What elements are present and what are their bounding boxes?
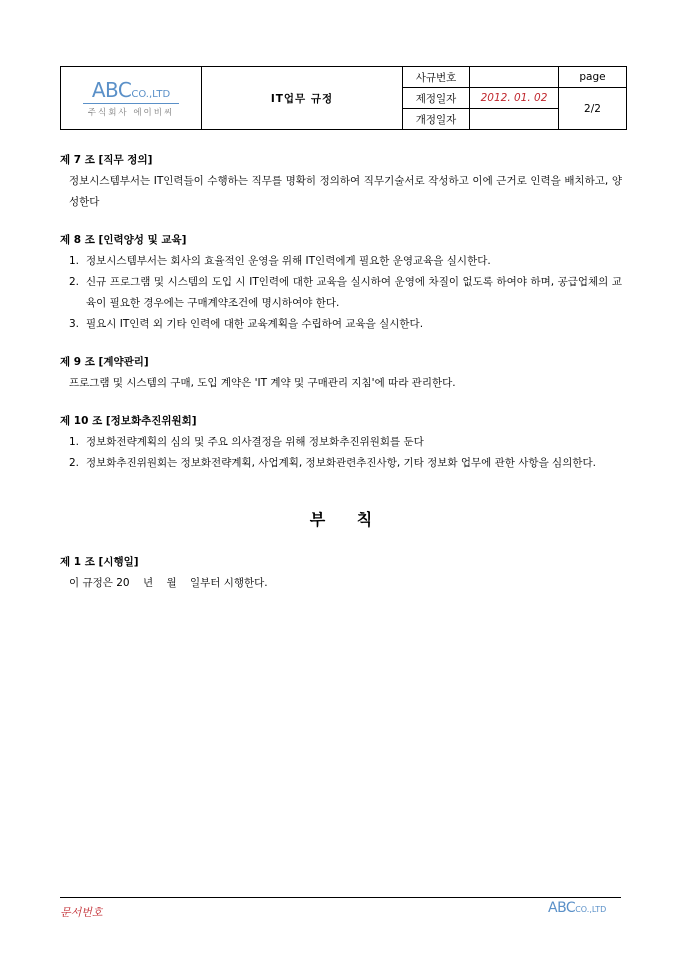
article-8 [60, 230, 622, 335]
list-item-number: 3. [69, 318, 80, 330]
company-logo-cell [61, 67, 202, 130]
supplementary-article-1 [60, 552, 622, 594]
list-item-text: 정보화추진위원회는 정보화전략계획, 사업계획, 정보화관련추진사항, 기타 정보화 업무에 관한 사항을 심의한다. [86, 457, 596, 469]
article-title: 제 9 조 [계약관리] [60, 356, 149, 368]
page-number: 2/2 [559, 88, 627, 130]
list-item [60, 272, 622, 314]
revised-date-label: 개정일자 [403, 109, 470, 130]
article-text: 정보시스템부서는 IT인력들이 수행하는 직무를 명확히 정의하여 직무기술서로 작성하고 이에 근거로 인력을 배치하고, 양성한다 [69, 175, 622, 208]
list-item-number: 2. [69, 457, 80, 469]
rule-number-label: 사규번호 [403, 67, 470, 88]
article-text: 프로그램 및 시스템의 구매, 도입 계약은 'IT 계약 및 구매관리 지침'에 따라 관리한다. [69, 377, 456, 389]
list-item-number: 1. [69, 436, 80, 448]
article-title: 제 7 조 [직무 정의] [60, 154, 153, 166]
footer-logo-main: ABC [548, 900, 576, 916]
logo-main-text: ABC [91, 78, 132, 102]
footer-logo-suffix: CO.,LTD [575, 905, 607, 914]
created-date-value: 2012. 01. 02 [470, 88, 559, 109]
article-7 [60, 150, 622, 213]
list-item [60, 251, 622, 272]
article-title: 제 10 조 [정보화추진위원회] [60, 415, 197, 427]
footer-company-logo [548, 900, 606, 916]
article-10 [60, 411, 622, 474]
document-number-label: 문서번호 [60, 906, 103, 919]
company-logo [61, 78, 201, 118]
page-label: page [559, 67, 627, 88]
list-item [60, 314, 622, 335]
company-name-sub: 주식회사 에이비씨 [87, 108, 175, 118]
list-item-text: 정보시스템부서는 회사의 효율적인 운영을 위해 IT인력에게 필요한 운영교육을 실시한다. [86, 255, 491, 267]
document-body [60, 150, 622, 611]
article-9 [60, 352, 622, 394]
supplementary-provisions-title: 부 칙 [309, 510, 373, 529]
list-item-number: 2. [69, 276, 80, 288]
list-item-text: 필요시 IT인력 외 기타 인력에 대한 교육계획을 수립하여 교육을 실시한다. [86, 318, 424, 330]
article-title: 제 1 조 [시행일] [60, 556, 139, 568]
article-title: 제 8 조 [인력양성 및 교육] [60, 234, 187, 246]
rule-number-value [470, 67, 559, 88]
document-title: IT업무 규정 [202, 67, 403, 130]
article-text: 이 규정은 20 년 월 일부터 시행한다. [69, 577, 268, 589]
document-header-table [60, 66, 627, 130]
logo-suffix-text: CO.,LTD [131, 89, 171, 100]
company-logo-text [61, 78, 201, 102]
logo-divider [83, 103, 179, 104]
list-item-number: 1. [69, 255, 80, 267]
created-date-label: 제정일자 [403, 88, 470, 109]
footer-divider [60, 897, 621, 898]
list-item [60, 453, 622, 474]
list-item-text: 정보화전략계획의 심의 및 주요 의사결정을 위해 정보화추진위원회를 둔다 [86, 436, 424, 448]
list-item-text: 신규 프로그램 및 시스템의 도입 시 IT인력에 대한 교육을 실시하여 운영에 차질이 없도록 하여야 하며, 공급업체의 교육이 필요한 경우에는 구매계약조건에 명시하여야 한다. [86, 276, 622, 309]
list-item [60, 432, 622, 453]
revised-date-value [470, 109, 559, 130]
